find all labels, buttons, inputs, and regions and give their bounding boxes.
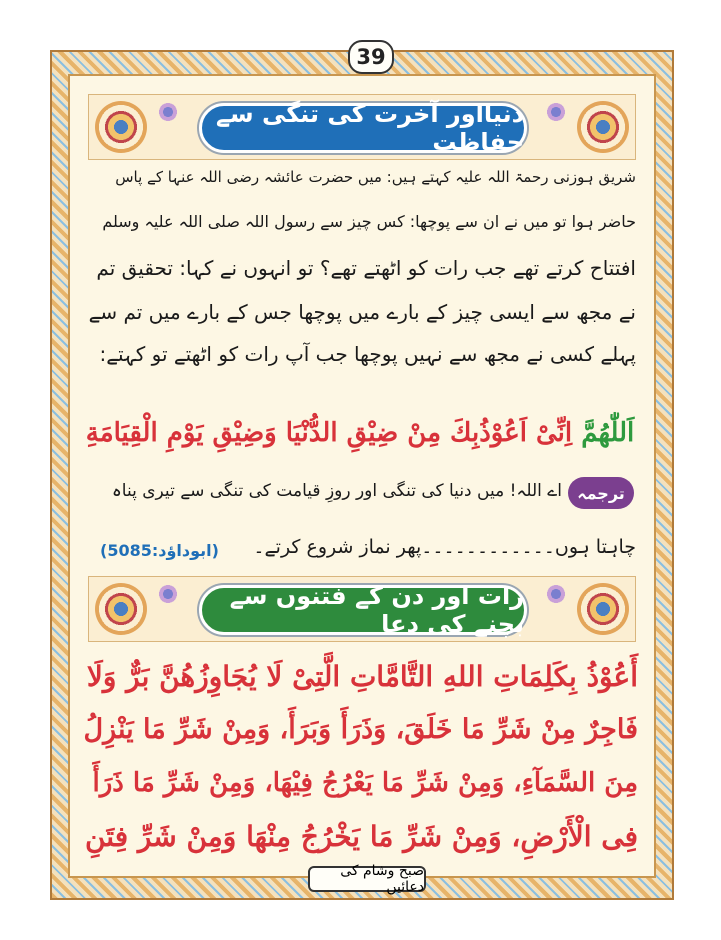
- flower-icon: [153, 103, 183, 121]
- body-line: پہلے کسی نے مجھ سے نہیں پوچھا جب آپ رات کو اٹھتے تو کہتے:: [99, 342, 636, 366]
- section1-title: دنیااور آخرت کی تنگی سے حفاظت: [199, 103, 527, 153]
- ornament-left-icon: [95, 101, 147, 153]
- dua-line: فَاجِرٌ مِنْ شَرِّ مَا خَلَقَ، وَذَرَأَ وَبَرَأَ، وَمِنْ شَرِّ مَا یَنْزِلُ: [83, 714, 638, 745]
- section1-banner: [88, 94, 636, 160]
- tarjama-badge: ترجمہ: [568, 477, 634, 509]
- section2-banner: [88, 576, 636, 642]
- ornament-right-icon: [577, 583, 629, 635]
- flower-icon: [153, 585, 183, 603]
- section1-body: [88, 168, 636, 398]
- flower-icon: [541, 103, 571, 121]
- section2-title: رات اور دن کے فتنوں سے بچنے کی دعا: [199, 585, 527, 635]
- translation-text: اے اللہ! میں دنیا کی تنگی اور روزِ قیامت کی تنگی سے تیری پناہ: [111, 481, 562, 501]
- body-line: افتتاح کرتے تھے جب رات کو اٹھتے تھے؟ تو انہوں نے کہا: تحقیق تم: [96, 256, 636, 280]
- flower-icon: [541, 585, 571, 603]
- translation-text: چاہتا ہوں۔۔۔۔۔۔۔۔۔۔۔۔پھر نماز شروع کرتے۔: [253, 536, 636, 558]
- body-line: حاضر ہوا تو میں نے ان سے پوچھا: کس چیز سے رسول اللہ صلی اللہ علیہ وسلم: [102, 212, 636, 231]
- arabic-dua-text: اِنِّیْ اَعُوْذُبِكَ مِنْ ضِیْقِ الدُّنْیَا وَضِیْقِ یَوْمِ الْقِیَامَةِ: [85, 418, 573, 448]
- ornament-right-icon: [577, 101, 629, 153]
- body-line: شریق ہوزنی رحمۃ اللہ علیہ کہتے ہیں: میں حضرت عائشہ رضی اللہ عنہا کے پاس: [115, 168, 636, 186]
- ornament-left-icon: [95, 583, 147, 635]
- body-line: نے مجھ سے ایسی چیز کے بارے میں پوچھا جس کے بارے میں تم سے: [88, 300, 636, 324]
- dua-line: فِی الْأَرْضِ، وَمِنْ شَرِّ مَا یَخْرُجُ مِنْهَا وَمِنْ شَرِّ فِتَنِ: [84, 820, 638, 853]
- hadith-reference: (ابوداؤد:5085): [100, 541, 219, 560]
- page-number: 39: [348, 40, 394, 74]
- book-footer-title: صبح وشام کی دعائیں: [308, 866, 426, 892]
- allahumma-word: اَللّٰهُمَّ: [581, 418, 635, 448]
- dua-line: أَعُوْذُ بِكَلِمَاتِ اللهِ التَّامَّاتِ الَّتِیْ لَا یُجَاوِزُهُنَّ بَرٌّ وَلَا: [86, 660, 638, 693]
- dua-line: مِنَ السَّمَآءِ، وَمِنْ شَرِّ مَا یَعْرُجُ فِیْهَا، وَمِنْ شَرِّ مَا ذَرَأَ: [92, 768, 638, 798]
- arabic-dua-1: [82, 418, 638, 448]
